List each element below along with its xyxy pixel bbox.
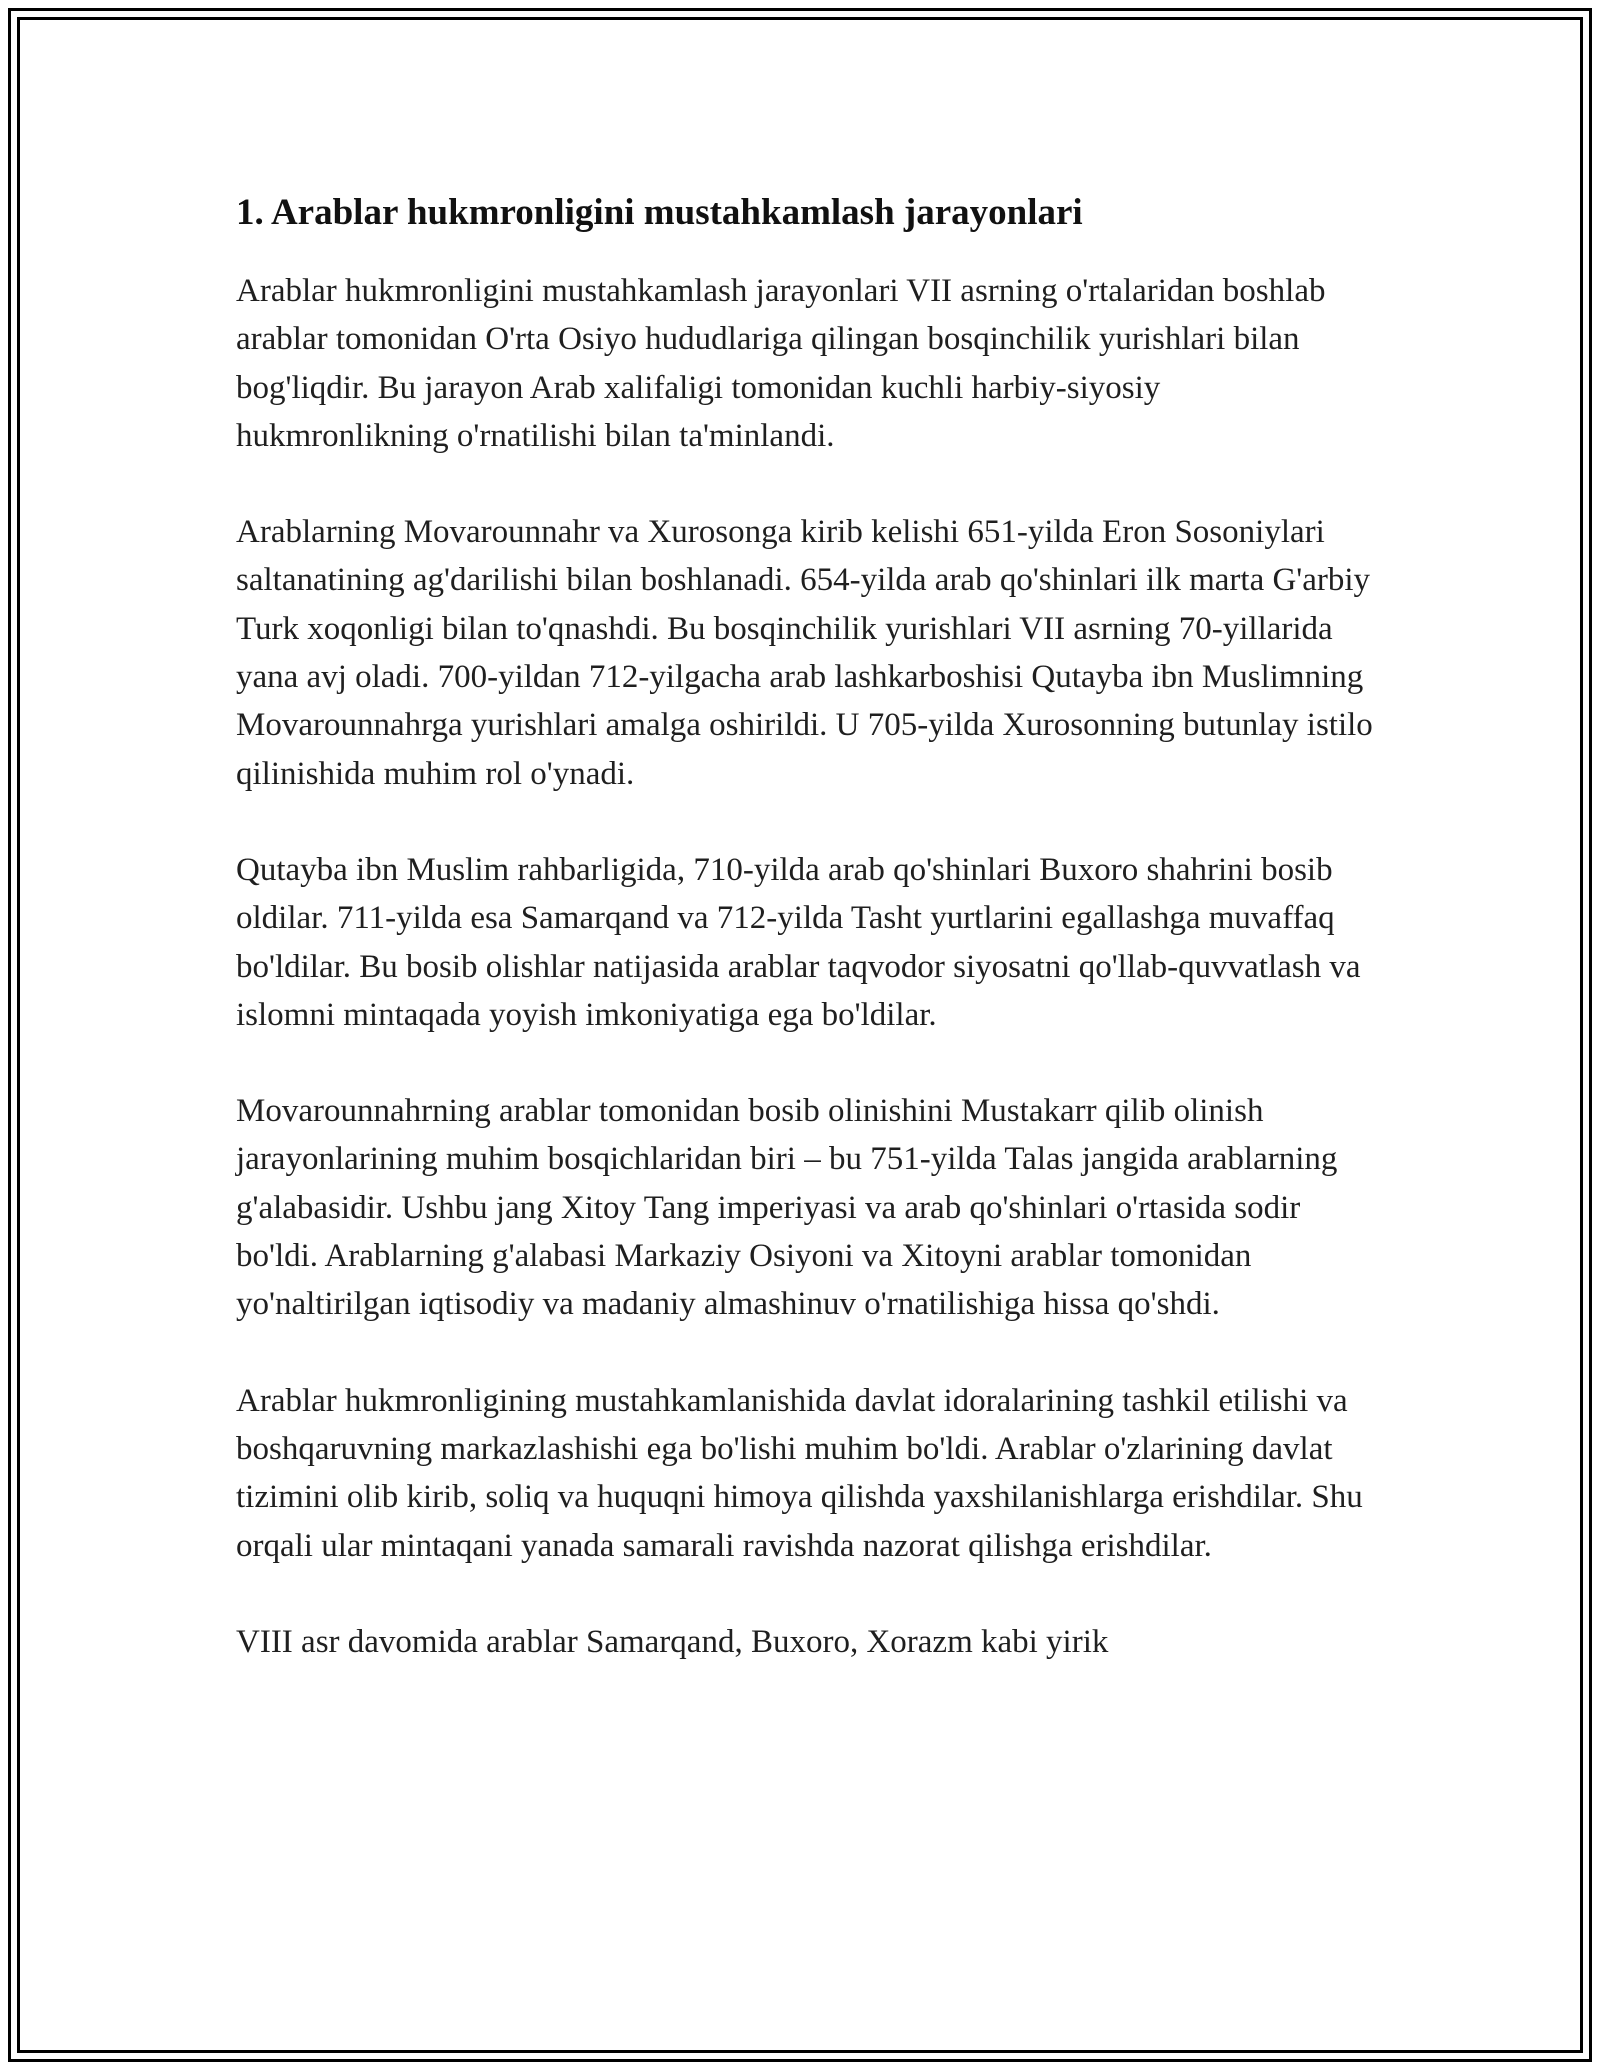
paragraph-4: Movarounnahrning arablar tomonidan bosib olinishini Mustakarr qilib olinish jarayonlarining muhim bosqichlaridan biri – bu 751-yilda Talas jangida arablarning g'alabasidir. Ushbu jang Xitoy Tang imperiyasi va arab qo'shinlari o'rtasida sodir bo'ldi. Arablarning g'alabasi Markaziy Osiyoni va Xitoyni arablar tomonidan yo'naltirilgan iqtisodiy va madaniy almashinuv o'rnatilishiga hissa qo'shdi. — [236, 1093, 1338, 1323]
paragraph-3: Qutayba ibn Muslim rahbarligida, 710-yilda arab qo'shinlari Buxoro shahrini bosib oldilar. 711-yilda esa Samarqand va 712-yilda Tasht yurtlarini egallashga muvaffaq bo'ldilar. Bu bosib olishlar natijasida arablar taqvodor siyosatni qo'llab-quvvatlash va islomni mintaqada yoyish imkoniyatiga ega bo'ldilar. — [236, 851, 1361, 1033]
paragraph-6: VIII asr davomida arablar Samarqand, Buxoro, Xorazm kabi yirik — [236, 1623, 1109, 1660]
section-heading: 1. Arablar hukmronligini mustahkamlash jarayonlari — [236, 192, 1083, 233]
document-body — [236, 185, 1376, 1714]
paragraph-5: Arablar hukmronligining mustahkamlanishida davlat idoralarining tashkil etilishi va boshqaruvning markazlashishi ega bo'lishi muhim bo'ldi. Arablar o'zlarining davlat tizimini olib kirib, soliq va huquqni himoya qilishda yaxshilanishlarga erishdilar. Shu orqali ular mintaqani yanada samarali ravishda nazorat qilishga erishdilar. — [236, 1382, 1363, 1564]
paragraph-2: Arablarning Movarounnahr va Xurosonga kirib kelishi 651-yilda Eron Sosoniylari saltanatining ag'darilishi bilan boshlanadi. 654-yilda arab qo'shinlari ilk marta G'arbiy Turk xoqonligi bilan to'qnashdi. Bu bosqinchilik yurishlari VII asrning 70-yillarida yana avj oladi. 700-yildan 712-yilgacha arab lashkarboshisi Qutayba ibn Muslimning Movarounnahrga yurishlari amalga oshirildi. U 705-yilda Xurosonning butunlay istilo qilinishida muhim rol o'ynadi. — [236, 514, 1373, 792]
paragraph-1: Arablar hukmronligini mustahkamlash jarayonlari VII asrning o'rtalaridan boshlab arablar tomonidan O'rta Osiyo hududlariga qilingan bosqinchilik yurishlari bilan bog'liqdir. Bu jarayon Arab xalifaligi tomonidan kuchli harbiy-siyosiy hukmronlikning o'rnatilishi bilan ta'minlandi. — [236, 273, 1326, 454]
